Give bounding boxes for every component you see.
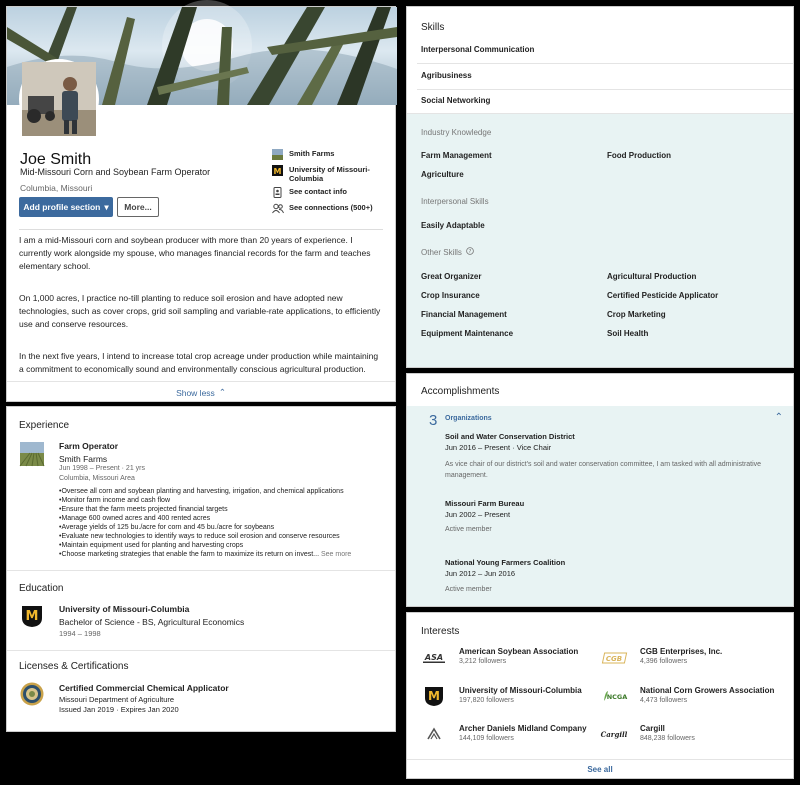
section-divider bbox=[7, 570, 395, 571]
svg-text:CGB: CGB bbox=[605, 655, 623, 663]
job-description bbox=[59, 487, 379, 559]
org-date: Jun 2002 – Present bbox=[445, 510, 511, 519]
skill-item[interactable]: Soil Health bbox=[607, 329, 649, 338]
skill-item[interactable]: Agribusiness bbox=[421, 71, 472, 80]
licenses-heading: Licenses & Certifications bbox=[19, 661, 129, 672]
interest-followers: 848,238 followers bbox=[640, 735, 695, 742]
see-more-link[interactable]: See more bbox=[320, 551, 352, 558]
skill-item[interactable]: Great Organizer bbox=[421, 272, 482, 281]
cgb-logo-icon[interactable] bbox=[603, 647, 625, 669]
contact-info-link[interactable] bbox=[272, 187, 392, 203]
interest-followers: 4,396 followers bbox=[640, 658, 688, 665]
organizations-count: 3 bbox=[429, 412, 438, 429]
school-name: University of Missouri-Columbia bbox=[289, 165, 370, 183]
svg-text:Cargill: Cargill bbox=[600, 730, 628, 739]
skill-item[interactable]: Social Networking bbox=[421, 96, 491, 105]
skills-heading: Skills bbox=[421, 22, 445, 33]
skill-item[interactable]: Crop Marketing bbox=[607, 310, 666, 319]
job-bullet: •Ensure that the farm meets projected financial targets bbox=[59, 506, 228, 513]
interest-name[interactable]: Archer Daniels Midland Company bbox=[459, 724, 587, 733]
skill-divider bbox=[417, 63, 793, 64]
adm-logo-icon[interactable] bbox=[423, 723, 445, 745]
interest-followers: 197,820 followers bbox=[459, 697, 514, 704]
skill-item[interactable]: Food Production bbox=[607, 151, 671, 160]
job-bullet: •Monitor farm income and cash flow bbox=[59, 497, 170, 504]
job-bullet-last bbox=[59, 550, 379, 559]
about-paragraph-2: On 1,000 acres, I practice no-till planting to reduce soil erosion and have adopted new technologies, such as cover crops, grid soil sampling and variable-rate applications, to efficiently use and conserve resources. bbox=[19, 293, 381, 329]
ncga-logo-icon[interactable] bbox=[603, 685, 628, 707]
license-name[interactable]: Certified Commercial Chemical Applicator bbox=[59, 683, 229, 693]
svg-text:NCGA: NCGA bbox=[606, 693, 628, 701]
svg-text:?: ? bbox=[468, 249, 472, 256]
connections-label: See connections (500+) bbox=[289, 203, 373, 212]
contact-info-label: See contact info bbox=[289, 187, 347, 196]
interest-name[interactable]: University of Missouri-Columbia bbox=[459, 686, 582, 695]
job-title[interactable]: Farm Operator bbox=[59, 441, 119, 451]
connections-link[interactable] bbox=[272, 203, 392, 219]
about-paragraph-3: In the next five years, I intend to increase total crop acreage under production while maintaining a commitment to economically sound and environmentally conscious agricultural production. bbox=[19, 351, 379, 374]
org-date: Jun 2016 – Present · Vice Chair bbox=[445, 443, 552, 452]
industry-knowledge-heading: Industry Knowledge bbox=[421, 128, 492, 137]
job-dates: Jun 1998 – Present · 21 yrs bbox=[59, 465, 145, 472]
interest-name[interactable]: National Corn Growers Association bbox=[640, 686, 775, 695]
org-name: Soil and Water Conservation District bbox=[445, 432, 575, 441]
mizzou-logo-icon bbox=[272, 165, 283, 176]
org-description: Active member bbox=[445, 526, 492, 533]
profile-card bbox=[6, 6, 396, 402]
svg-text:ASA: ASA bbox=[424, 653, 444, 662]
interest-name[interactable]: CGB Enterprises, Inc. bbox=[640, 647, 723, 656]
current-company-link[interactable] bbox=[272, 149, 392, 165]
job-bullet: •Oversee all corn and soybean planting and harvesting, irrigation, and chemical applications bbox=[59, 488, 344, 495]
cargill-logo-icon[interactable] bbox=[600, 723, 628, 745]
section-divider bbox=[7, 650, 395, 651]
chevron-up-icon: ⌃ bbox=[218, 387, 226, 397]
org-description: Active member bbox=[445, 586, 492, 593]
org-date: Jun 2012 – Jun 2016 bbox=[445, 569, 516, 578]
interest-name[interactable]: Cargill bbox=[640, 724, 665, 733]
mizzou-logo-icon[interactable] bbox=[423, 685, 445, 707]
experience-heading: Experience bbox=[19, 420, 70, 431]
svg-text:M: M bbox=[273, 167, 282, 176]
accomplishments-heading: Accomplishments bbox=[421, 386, 500, 397]
skill-item[interactable]: Interpersonal Communication bbox=[421, 45, 535, 54]
interests-heading: Interests bbox=[421, 626, 460, 637]
contact-card-icon bbox=[272, 187, 283, 198]
people-icon bbox=[272, 203, 283, 214]
interest-followers: 4,473 followers bbox=[640, 697, 688, 704]
farm-company-logo-icon[interactable] bbox=[20, 442, 44, 466]
about-paragraph-1: I am a mid-Missouri corn and soybean producer with more than 20 years of experience. I currently work alongside my spouse, who manages financial records for the farm and teaches elementary school. bbox=[19, 235, 371, 271]
org-description: As vice chair of our district's soil and water conservation committee, I am tasked with all administrative management. bbox=[445, 461, 762, 479]
other-skills-heading bbox=[421, 247, 474, 257]
accomplishments-card bbox=[406, 373, 794, 607]
more-button[interactable]: More... bbox=[117, 197, 159, 217]
profile-location: Columbia, Missouri bbox=[20, 183, 93, 193]
profile-divider bbox=[19, 229, 383, 230]
job-bullet: •Average yields of 125 bu./acre for corn and 45 bu./acre for soybeans bbox=[59, 524, 275, 531]
organizations-category-link[interactable]: Organizations bbox=[445, 415, 492, 422]
company-logo-icon bbox=[272, 149, 283, 160]
job-bullet: •Manage 600 owned acres and 400 rented acres bbox=[59, 515, 211, 522]
interest-followers: 144,109 followers bbox=[459, 735, 514, 742]
school-link[interactable] bbox=[272, 165, 392, 187]
interpersonal-skills-heading: Interpersonal Skills bbox=[421, 197, 489, 206]
job-company: Smith Farms bbox=[59, 454, 108, 464]
experience-education-card bbox=[6, 406, 396, 732]
skills-card bbox=[406, 6, 794, 368]
skill-item[interactable]: Easily Adaptable bbox=[421, 221, 485, 230]
job-bullet-text: •Choose marketing strategies that enable the farm to maximize its return on invest... bbox=[59, 551, 320, 558]
interest-name[interactable]: American Soybean Association bbox=[459, 647, 579, 656]
skill-divider bbox=[417, 89, 793, 90]
current-company-name: Smith Farms bbox=[289, 149, 335, 158]
org-name: National Young Farmers Coalition bbox=[445, 558, 566, 567]
state-seal-icon[interactable] bbox=[20, 682, 44, 706]
help-circle-icon[interactable] bbox=[466, 247, 474, 257]
license-dates: Issued Jan 2019 · Expires Jan 2020 bbox=[59, 705, 179, 714]
interests-card bbox=[406, 612, 794, 779]
add-profile-section-label: Add profile section bbox=[23, 202, 101, 212]
caret-down-icon: ▾ bbox=[104, 201, 109, 212]
skill-item[interactable]: Equipment Maintenance bbox=[421, 329, 514, 338]
education-degree: Bachelor of Science - BS, Agricultural Economics bbox=[59, 617, 245, 627]
profile-photo-avatar[interactable] bbox=[19, 59, 99, 139]
other-skills-label: Other Skills bbox=[421, 247, 462, 257]
svg-text:M: M bbox=[25, 609, 39, 624]
job-location: Columbia, Missouri Area bbox=[59, 475, 135, 482]
skill-item[interactable]: Agriculture bbox=[421, 170, 464, 179]
mizzou-logo-icon[interactable] bbox=[20, 604, 44, 628]
job-bullet: •Evaluate new technologies to identify ways to reduce soil erosion and conserve resources bbox=[59, 533, 340, 540]
profile-headline: Mid-Missouri Corn and Soybean Farm Operator bbox=[20, 167, 211, 177]
show-less-button[interactable] bbox=[7, 381, 395, 403]
chevron-up-icon[interactable]: ⌃ bbox=[774, 412, 783, 423]
see-all-interests-button[interactable]: See all bbox=[407, 759, 793, 779]
education-years: 1994 – 1998 bbox=[59, 629, 101, 638]
org-name: Missouri Farm Bureau bbox=[445, 499, 525, 508]
license-issuer: Missouri Department of Agriculture bbox=[59, 695, 175, 704]
svg-text:M: M bbox=[428, 689, 440, 703]
add-profile-section-button[interactable] bbox=[19, 197, 113, 217]
skill-item[interactable]: Financial Management bbox=[421, 310, 507, 319]
skill-item[interactable]: Certified Pesticide Applicator bbox=[607, 291, 719, 300]
skill-item[interactable]: Crop Insurance bbox=[421, 291, 480, 300]
education-heading: Education bbox=[19, 583, 64, 594]
interest-followers: 3,212 followers bbox=[459, 658, 507, 665]
job-bullet: •Maintain equipment used for planting and harvesting crops bbox=[59, 542, 244, 549]
education-school[interactable]: University of Missouri-Columbia bbox=[59, 604, 190, 614]
asa-logo-icon[interactable] bbox=[423, 647, 445, 669]
skill-item[interactable]: Farm Management bbox=[421, 151, 492, 160]
skill-item[interactable]: Agricultural Production bbox=[607, 272, 697, 281]
show-less-label: Show less bbox=[176, 387, 215, 398]
profile-name: Joe Smith bbox=[20, 151, 92, 168]
profile-side-links bbox=[272, 149, 392, 219]
